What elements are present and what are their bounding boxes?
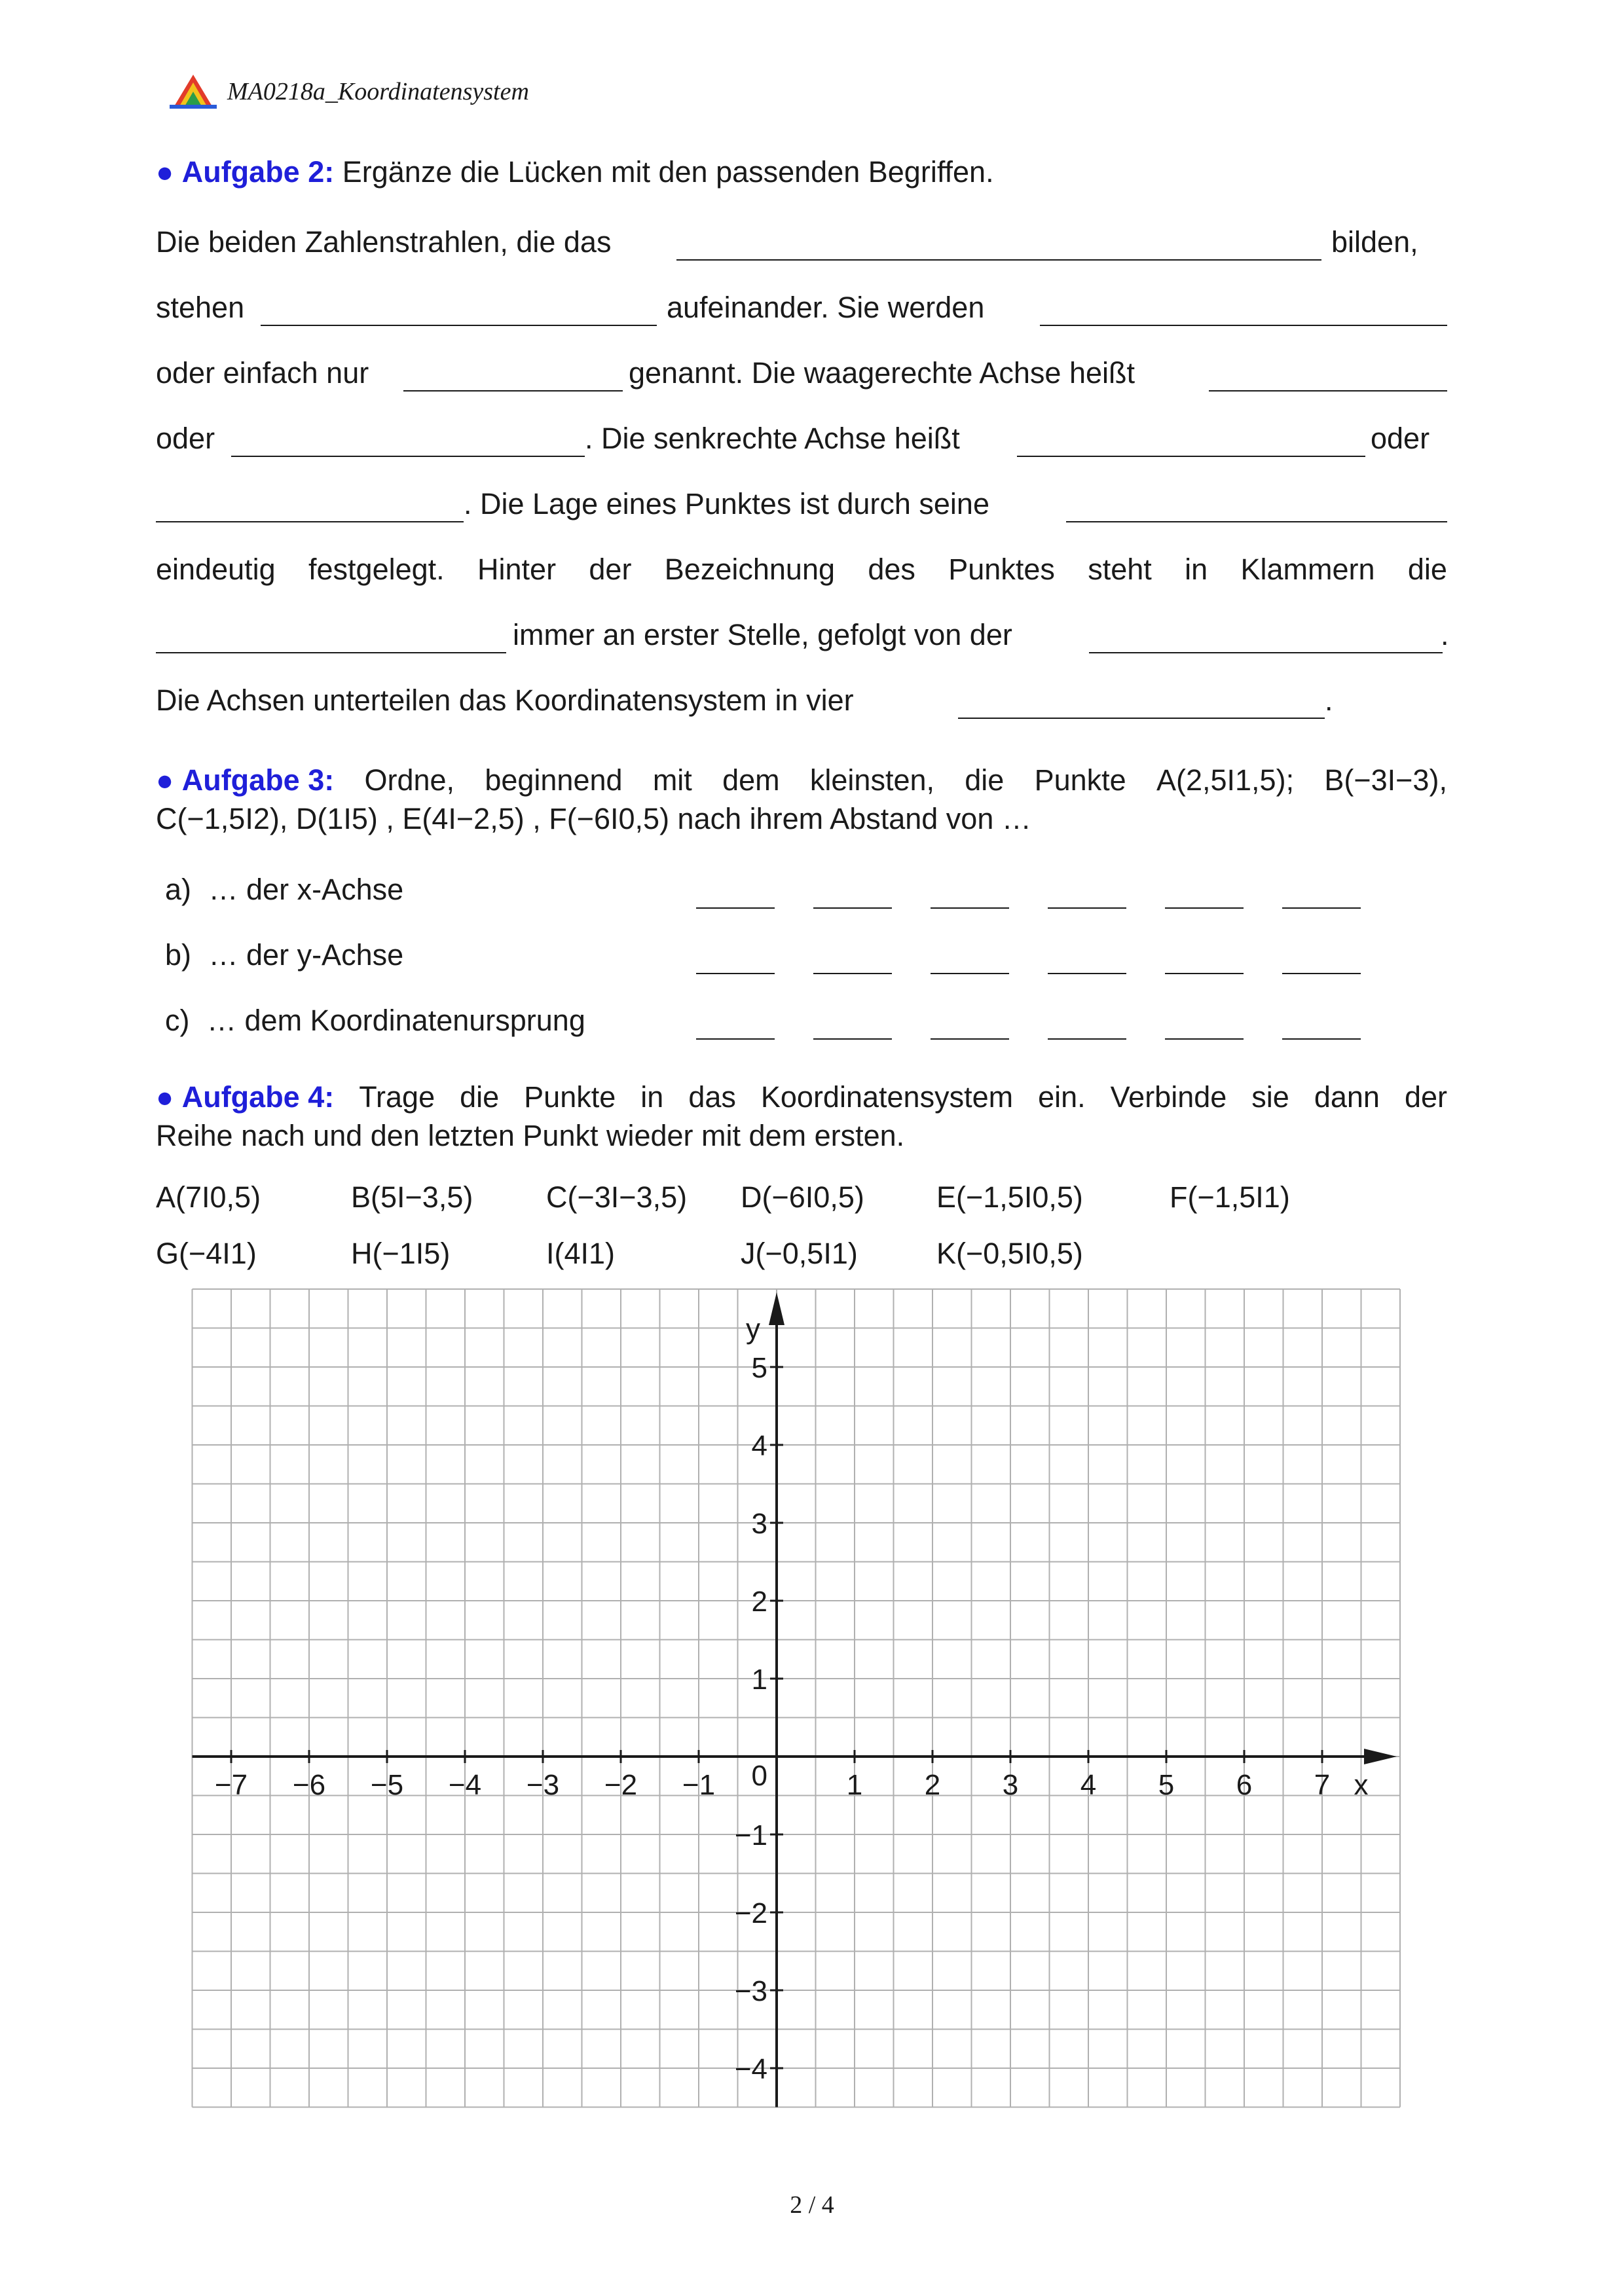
point-label: K(−0,5I0,5): [936, 1237, 1083, 1270]
task3-word: Punkte: [1034, 763, 1126, 797]
x-axis-label: x: [1354, 1769, 1369, 1801]
task2-word: Klammern: [1240, 553, 1375, 586]
y-tick-label: 4: [751, 1430, 767, 1462]
task3-word: beginnend: [485, 763, 623, 797]
task4-word: die: [460, 1080, 500, 1114]
task3-word: mit: [652, 763, 692, 797]
task4-word: in: [640, 1080, 664, 1114]
origin-label: 0: [751, 1760, 767, 1792]
x-tick-label: −5: [370, 1769, 404, 1801]
y-tick-label: 3: [751, 1508, 767, 1540]
point-label: F(−1,5I1): [1170, 1180, 1290, 1214]
task2-text: . Die senkrechte Achse heißt: [585, 422, 960, 455]
x-tick-label: 7: [1314, 1769, 1331, 1801]
x-axis-arrow-icon: [1364, 1749, 1397, 1764]
task3-word: dem: [722, 763, 780, 797]
point-label: J(−0,5I1): [741, 1237, 858, 1270]
task2-text: genannt. Die waagerechte Achse heißt: [629, 356, 1135, 390]
item-text: … der y-Achse: [208, 938, 404, 972]
point-label: E(−1,5I0,5): [936, 1180, 1083, 1214]
task2-text: stehen: [156, 291, 245, 324]
grid: [193, 1289, 1401, 2107]
task2-text: oder: [156, 422, 215, 455]
y-tick-label: 1: [751, 1664, 767, 1696]
item-letter: a): [165, 873, 192, 906]
axes: [193, 1292, 1397, 2107]
task2-text: oder: [1371, 422, 1430, 455]
task3-bullet: ●: [156, 763, 174, 797]
y-tick-label: −1: [734, 1819, 767, 1851]
task2-word: in: [1185, 553, 1208, 586]
task2-text: aufeinander. Sie werden: [667, 291, 985, 324]
task3-word: B(−3I−3),: [1324, 763, 1447, 797]
point-label: B(5I−3,5): [351, 1180, 473, 1214]
x-tick-label: 4: [1080, 1769, 1097, 1801]
task4-word: dann: [1314, 1080, 1380, 1114]
task2-word: steht: [1088, 553, 1152, 586]
task3-word: kleinsten,: [809, 763, 934, 797]
point-label: H(−1I5): [351, 1237, 451, 1270]
point-label: I(4I1): [546, 1237, 616, 1270]
task4-word: das: [688, 1080, 736, 1114]
task3-line-2: C(−1,5I2), D(1I5) , E(4I−2,5) , F(−6I0,5) nach ihrem Abstand von …: [156, 802, 1031, 835]
task3-word: Ordne,: [364, 763, 455, 797]
task3-word: A(2,5I1,5);: [1156, 763, 1295, 797]
task3-label: Aufgabe 3:: [181, 763, 335, 797]
task2-label: Aufgabe 2:: [181, 155, 335, 189]
task4-word: sie: [1251, 1080, 1289, 1114]
point-label: D(−6I0,5): [741, 1180, 864, 1214]
task2-word: des: [868, 553, 915, 586]
point-label: C(−3I−3,5): [546, 1180, 688, 1214]
task2-text: oder einfach nur: [156, 356, 369, 390]
task2-text: Die beiden Zahlenstrahlen, die das: [156, 225, 612, 259]
task4-word: ein.: [1038, 1080, 1086, 1114]
x-tick-label: 3: [1002, 1769, 1019, 1801]
task2-text: bilden,: [1331, 225, 1418, 259]
tick-labels: [215, 1313, 1369, 2086]
task4-word: der: [1404, 1080, 1447, 1114]
point-label: G(−4I1): [156, 1237, 257, 1270]
x-tick-label: 2: [924, 1769, 941, 1801]
y-tick-label: −4: [734, 2053, 767, 2085]
task2-text: Die Achsen unterteilen das Koordinatensystem in vier: [156, 683, 854, 717]
task2-word: die: [1407, 553, 1447, 586]
y-axis-arrow-icon: [769, 1292, 784, 1325]
task2-instruction: Ergänze die Lücken mit den passenden Begriffen.: [342, 155, 994, 189]
task4-word: Trage: [359, 1080, 435, 1114]
x-tick-label: −7: [214, 1769, 248, 1801]
x-tick-label: −1: [682, 1769, 716, 1801]
point-label: A(7I0,5): [156, 1180, 261, 1214]
task2-text: immer an erster Stelle, gefolgt von der: [513, 618, 1012, 651]
document-title: MA0218a_Koordinatensystem: [227, 78, 529, 105]
task2-word: eindeutig: [156, 553, 276, 586]
x-tick-label: −3: [526, 1769, 560, 1801]
x-tick-label: 6: [1236, 1769, 1253, 1801]
task2-text: .: [1441, 618, 1449, 651]
item-text: … dem Koordinatenursprung: [207, 1004, 585, 1037]
x-tick-label: 5: [1158, 1769, 1175, 1801]
task2-word: der: [589, 553, 632, 586]
item-letter: b): [165, 938, 192, 972]
y-axis-label: y: [746, 1313, 760, 1345]
x-tick-label: −4: [448, 1769, 482, 1801]
x-tick-label: 1: [846, 1769, 863, 1801]
task2-bullet: ●: [156, 155, 174, 189]
task4-line-2: Reihe nach und den letzten Punkt wieder mit dem ersten.: [156, 1119, 905, 1152]
task2-word: Bezeichnung: [664, 553, 835, 586]
task4-word: Verbinde: [1110, 1080, 1227, 1114]
page-number: 2 / 4: [790, 2191, 834, 2219]
task4-label: Aufgabe 4:: [181, 1080, 335, 1114]
y-tick-label: 5: [751, 1352, 767, 1384]
task4-word: Koordinatensystem: [760, 1080, 1014, 1114]
task4-word: Punkte: [524, 1080, 616, 1114]
x-tick-label: −6: [292, 1769, 326, 1801]
task2-text: . Die Lage eines Punktes ist durch seine: [464, 487, 989, 520]
task2-word: festgelegt.: [308, 553, 445, 586]
y-tick-label: −3: [734, 1975, 767, 2007]
item-letter: c): [165, 1004, 190, 1037]
y-tick-label: 2: [751, 1586, 767, 1618]
task3-word: die: [965, 763, 1005, 797]
item-text: … der x-Achse: [208, 873, 404, 906]
task2-word: Punktes: [948, 553, 1055, 586]
task4-bullet: ●: [156, 1080, 174, 1114]
task2-word: Hinter: [477, 553, 557, 586]
y-tick-label: −2: [734, 1897, 767, 1929]
x-tick-label: −2: [604, 1769, 638, 1801]
task2-text: .: [1325, 683, 1333, 717]
